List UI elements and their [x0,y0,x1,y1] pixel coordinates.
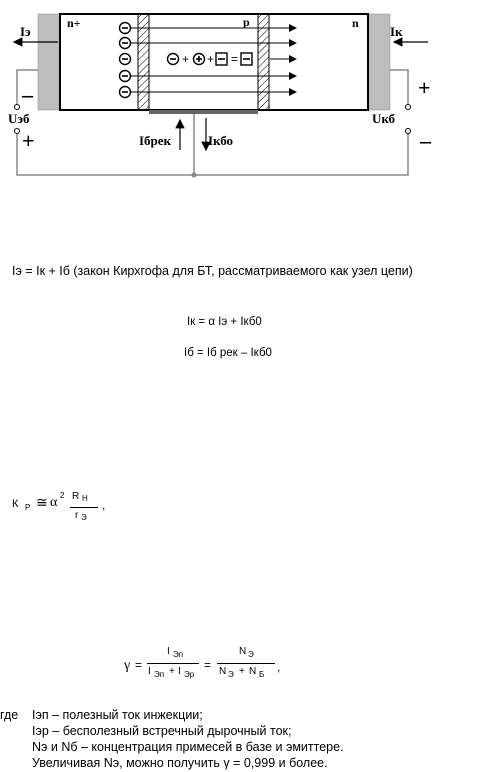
power-gain-formula: К Р ≅ α 2 R Н r Э , [12,491,106,522]
where-line-1: Iэп – полезный ток инжекции; [32,708,203,722]
rn-over-re-fraction: R Н r Э [70,491,100,523]
base-contact [149,110,258,114]
minus-right-sign: – [420,128,431,153]
ik-label: Iк [390,24,403,39]
svg-text:=: = [231,52,239,66]
plus-left-sign: + [22,128,35,153]
where-line-3: Nэ и Nб – концентрация примесей в базе и эмиттере. [32,740,344,754]
svg-text:+: + [207,52,215,66]
where-line-4: Увеличивая Nэ, можно получить γ = 0,999 и более. [32,756,328,770]
base-node [192,173,197,178]
p-label: p [243,15,250,29]
ueb-label: Uэб [8,111,30,126]
plus-right-sign: + [418,75,431,100]
terminal-left-bottom [15,129,20,134]
ikbo-label: Iкбо [208,133,234,148]
collector-contact [368,14,390,110]
doping-ratio-fraction: N Э N Э + N Б [217,646,275,688]
collector-current-equation: Iк = α Iэ + Iкб0 [187,316,262,328]
ukb-label: Uкб [372,111,396,126]
injection-efficiency-formula: γ = I Эп I Эп + I Эр = N Э N Э + N Б , [124,644,294,688]
ibrek-label: Iбрек [139,133,172,148]
where-label: где [0,708,19,722]
n-plus-label: n+ [67,16,81,30]
base-current-equation: Iб = Iб рек – Iкб0 [184,347,272,359]
terminal-right-top [406,105,411,110]
terminal-left-top [15,105,20,110]
kirchhoff-equation: Iэ = Iк + Iб (закон Кирхгофа для БТ, рассматриваемого как узел цепи) [12,264,413,278]
terminal-right-bottom [406,129,411,134]
where-line-2: Iэр – бесполезный встречный дырочный ток; [32,724,292,738]
svg-text:+: + [182,52,190,66]
emitter-contact [38,14,60,110]
minus-left-sign: – [22,82,33,107]
n-label: n [352,16,359,30]
current-ratio-fraction: I Эп I Эп + I Эр [147,646,199,688]
ie-label: Iэ [20,24,31,39]
